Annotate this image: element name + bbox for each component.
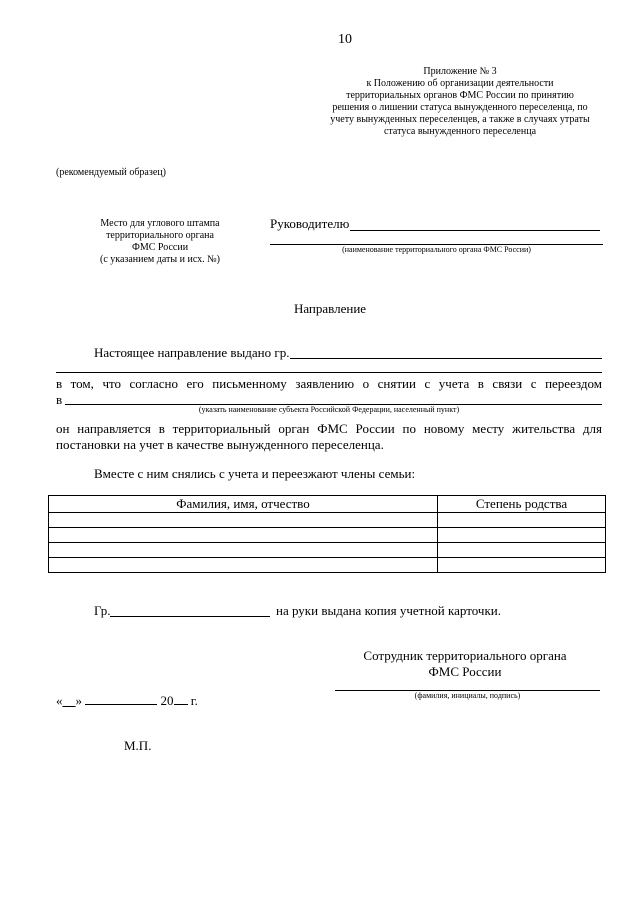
date-day-field[interactable]: __: [62, 693, 76, 708]
date-year-field[interactable]: [174, 693, 188, 705]
date-year-suffix: г.: [190, 693, 198, 708]
date-year-prefix: 20: [160, 693, 174, 708]
subject-caption: (указать наименование субъекта Российской Федерации, населенный пункт): [198, 405, 460, 414]
date-line: [56, 693, 198, 709]
recommended-sample: (рекомендуемый образец): [56, 167, 166, 178]
seal-place: М.П.: [124, 738, 152, 753]
document-title: Направление: [293, 301, 367, 316]
employee-line: ФМС России: [428, 664, 502, 679]
stamp-line: территориального органа: [106, 230, 214, 241]
family-intro: Вместе с ним снялись с учета и переезжают члены семьи:: [94, 466, 416, 481]
cell-relation[interactable]: [438, 513, 606, 528]
appendix-line: статуса вынужденного переселенца: [383, 126, 537, 137]
cell-name[interactable]: [49, 558, 438, 573]
issued-name-field: [290, 358, 602, 359]
date-month-field[interactable]: [85, 693, 157, 705]
cell-relation[interactable]: [438, 558, 606, 573]
cell-name[interactable]: [49, 528, 438, 543]
appendix-line: решения о лишении статуса вынужденного переселенца, по: [332, 102, 588, 113]
header-full-name: Фамилия, имя, отчество: [49, 496, 438, 513]
appendix-block: [300, 66, 620, 138]
issued-extra-field: [56, 372, 602, 373]
copy-suffix: на руки выдана копия учетной карточки.: [276, 603, 501, 618]
cell-relation[interactable]: [438, 528, 606, 543]
family-table: [48, 495, 606, 573]
date-open-quote: «: [56, 693, 63, 708]
reason-prefix: в: [56, 392, 63, 407]
appendix-line: территориальных органов ФМС России по принятию: [346, 90, 574, 101]
table-header-row: [49, 496, 606, 513]
copy-prefix: Гр.: [94, 603, 111, 618]
cell-relation[interactable]: [438, 543, 606, 558]
issued-label: Настоящее направление выдано гр.: [94, 345, 290, 360]
cell-name[interactable]: [49, 513, 438, 528]
head-label: Руководителю: [270, 216, 350, 231]
employee-block: [340, 648, 590, 680]
table-row: [49, 513, 606, 528]
direction-text: он направляется в территориальный орган ФМС России по новому месту жительства для: [56, 421, 602, 436]
table-row: [49, 528, 606, 543]
header-relationship: Степень родства: [438, 496, 606, 513]
direction-text-end: постановки на учет в качестве вынужденного переселенца.: [56, 437, 384, 452]
appendix-line: к Положению об организации деятельности: [366, 78, 554, 89]
employee-line: Сотрудник территориального органа: [363, 648, 567, 663]
stamp-placeholder: [80, 218, 240, 266]
appendix-line: Приложение № 3: [423, 66, 497, 77]
copy-name-field: [110, 616, 270, 617]
cell-name[interactable]: [49, 543, 438, 558]
appendix-line: учету вынужденных переселенцев, а также в случаях утраты: [330, 114, 590, 125]
head-caption: (наименование территориального органа ФМС России): [342, 245, 531, 254]
page-number: 10: [338, 32, 352, 47]
stamp-line: ФМС России: [131, 242, 189, 253]
reason-text: в том, что согласно его письменному заявлению о снятии с учета в связи с переездом: [56, 376, 602, 391]
stamp-line: (с указанием даты и исх. №): [99, 254, 220, 265]
stamp-line: Место для углового штампа: [100, 218, 220, 229]
head-field: [350, 230, 600, 231]
employee-caption: (фамилия, инициалы, подпись): [414, 691, 521, 700]
table-row: [49, 558, 606, 573]
date-close-quote: »: [75, 693, 82, 708]
table-row: [49, 543, 606, 558]
